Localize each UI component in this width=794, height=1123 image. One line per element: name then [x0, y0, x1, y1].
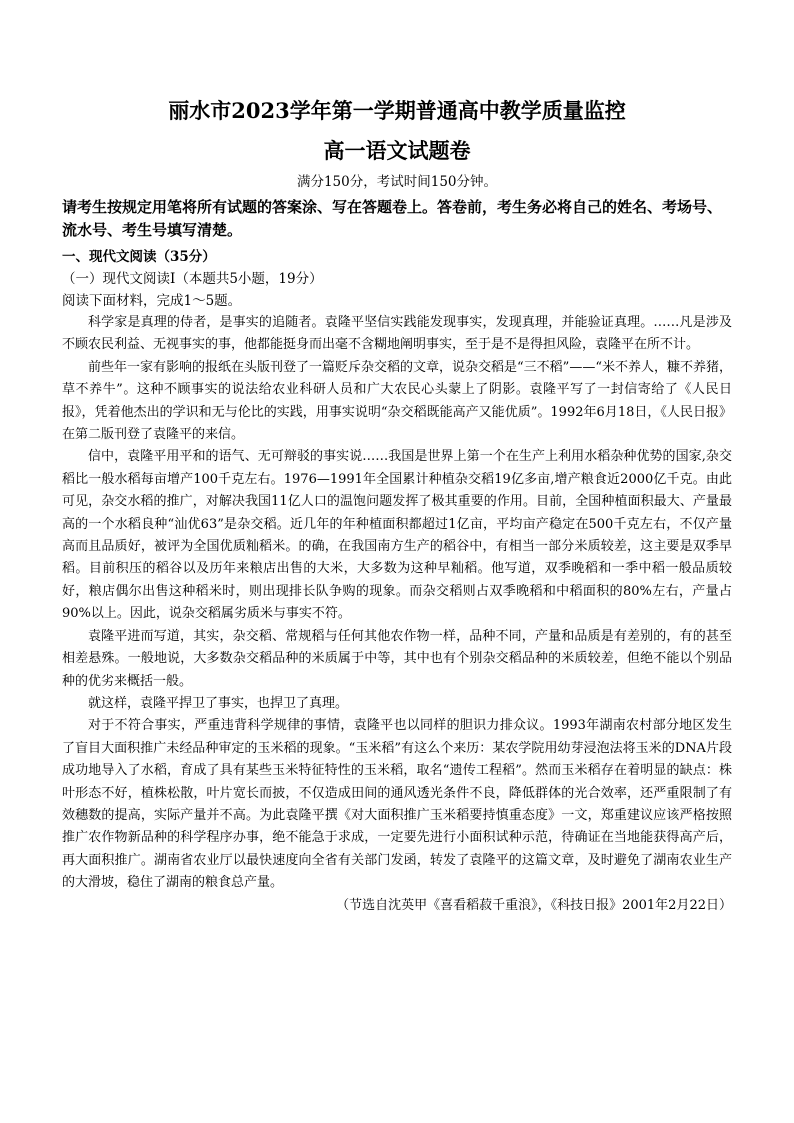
- exam-instructions: 请考生按规定用笔将所有试题的答案涂、写在答题卷上。答卷前，考生务必将自己的姓名、考场号、流水号、考生号填写清楚。: [62, 198, 723, 239]
- article-source: （节选自沈英甲《喜看稻菽千重浪》，《科技日报》2001年2月22日）: [336, 897, 732, 913]
- exam-title: 丽水市2023学年第一学期普通高中教学质量监控: [168, 98, 626, 123]
- article-paragraph-4: 袁隆平进而写道，其实，杂交稻、常规稻与任何其他农作物一样，品种不同，产量和品质是有差别的，有的甚至相差悬殊。一般地说，大多数杂交稻品种的米质属于中等，其中也有个别杂交稻品种的米质较差，但绝不能以个别品种的优劣来概括一般。: [62, 628, 732, 689]
- exam-meta: 满分150分，考试时间150分钟。: [296, 174, 498, 190]
- section-subheading: （一）现代文阅读Ⅰ（本题共5小题，19分）: [62, 271, 323, 287]
- article-paragraph-6: 对于不符合事实，严重违背科学规律的事情，袁隆平也以同样的胆识力排众议。1993年湖南农村部分地区发生了盲目大面积推广未经品种审定的玉米稻的现象。“玉米稻”有这么个来历：某农学院用幼芽浸泡法将玉米的DNA片段成功地导入了水稻，育成了具有某些玉米特征特性的玉米稻，取名“遗传工程稻”。然而玉米稻存在着明显的缺点：株叶形态不好，植株松散，叶片宽长而披，不仅造成田间的通风透光条件不良，降低群体的光合效率，还严重限制了有效穗数的提高，实际产量并不高。为此袁隆平撰《对大面积推广玉米稻要持慎重态度》一文，郑重建议应该严格按照推广农作物新品种的科学程序办事，绝不能急于求成，一定要先进行小面积试种示范，待确证在当地能获得高产后，再大面积推广。湖南省农业厅以最快速度向全省有关部门发函，转发了袁隆平的这篇文章，及时避免了湖南农业生产的大滑坡，稳住了湖南的粮食总产量。: [62, 718, 732, 891]
- reading-directive: 阅读下面材料，完成1～5题。: [62, 293, 242, 309]
- section-heading: 一、现代文阅读（35分）: [62, 249, 216, 265]
- article-body: [62, 312, 732, 895]
- article-paragraph-2: 前些年一家有影响的报纸在头版刊登了一篇贬斥杂交稻的文章，说杂交稻是“三不稻”——“米不养人，糠不养猪，草不养牛”。这种不顾事实的说法给农业科研人员和广大农民心头蒙上了阴影。袁隆平写了一封信寄给了《人民日报》，凭着他杰出的学识和无与伦比的实践，用事实说明“杂交稻既能高产又能优质”。1992年6月18日，《人民日报》在第二版刊登了袁隆平的来信。: [62, 359, 732, 443]
- exam-subtitle: 高一语文试题卷: [323, 138, 471, 163]
- article-paragraph-5: 就这样，袁隆平捍卫了事实，也捍卫了真理。: [88, 695, 349, 711]
- article-paragraph-3: 信中，袁隆平用平和的语气、无可辩驳的事实说……我国是世界上第一个在生产上利用水稻杂种优势的国家,杂交稻比一般水稻每亩增产100千克左右。1976—1991年全国累计种植杂交稻19亿多亩,增产粮食近2000亿千克。由此可见，杂交水稻的推广，对解决我国11亿人口的温饱问题发挥了极其重要的作用。目前，全国种植面积最大、产量最高的一个水稻良种“汕优63”是杂交稻。近几年的年种植面积都超过1亿亩，平均亩产稳定在500千克左右，不仅产量高而且品质好，被评为全国优质籼稻米。的确，在我国南方生产的稻谷中，有相当一部分米质较差，这主要是双季早稻。目前积压的稻谷以及历年来粮店出售的大米，大多数为这种早籼稻。他写道，双季晚稻和一季中稻一般品质较好，粮店偶尔出售这种稻米时，则出现排长队争购的现象。而杂交稻则占双季晚稻和中稻面积的80%左右，产量占90%以上。因此，说杂交稻属劣质米与事实不符。: [62, 449, 732, 622]
- article-paragraph-1: 科学家是真理的侍者，是事实的追随者。袁隆平坚信实践能发现事实，发现真理，并能验证真理。……凡是涉及不顾农民利益、无视事实的事，他都能挺身而出毫不含糊地阐明事实，至于是不是得担风险，袁隆平在所不计。: [62, 315, 732, 353]
